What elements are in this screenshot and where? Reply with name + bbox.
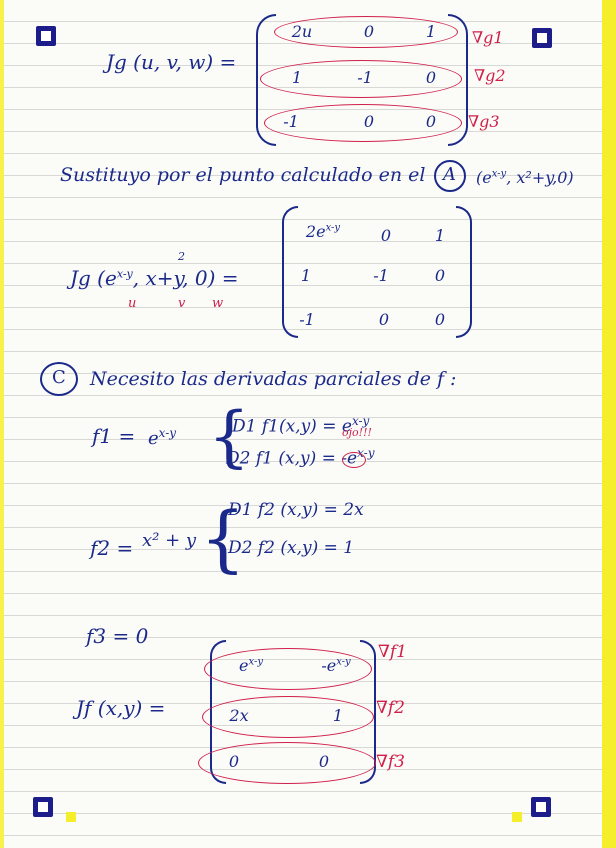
- matrix-cell: 0: [378, 310, 390, 329]
- matrix-cell: 2x: [229, 706, 249, 725]
- circled-a-letter: A: [443, 164, 456, 185]
- grad-label: ∇g1: [472, 28, 504, 47]
- jf-matrix: [210, 640, 376, 784]
- ojo-note: ojo!!!: [342, 426, 372, 439]
- matrix-right-bracket: [456, 206, 472, 338]
- matrix-cell-base: 2e: [305, 222, 326, 241]
- f1-d2-exp: x-y: [357, 446, 375, 460]
- highlight-strip-right: [602, 0, 616, 848]
- corner-marker-bottom-left: [33, 797, 53, 817]
- matrix-cell: 0: [363, 112, 375, 131]
- grad-label: ∇g2: [474, 66, 506, 85]
- jg-substituted-lhs: [70, 266, 239, 290]
- circled-c: [40, 362, 78, 396]
- jg-substituted-matrix: [282, 206, 472, 336]
- matrix-cell-exp: x-y: [248, 656, 263, 668]
- matrix-cell: 0: [380, 226, 392, 245]
- matrix-cell: 1: [434, 226, 446, 245]
- f1-base: e: [148, 428, 159, 449]
- point-exp: x-y: [491, 168, 507, 180]
- yellow-dot: [512, 812, 522, 822]
- yellow-dot: [66, 812, 76, 822]
- grad-label: ∇f1: [378, 642, 407, 662]
- matrix-cell: 1: [291, 68, 303, 87]
- corner-marker-top-right: [532, 28, 552, 48]
- f2-d1: D1 f2 (x,y) = 2x: [228, 500, 364, 520]
- corner-marker-bottom-right: [531, 797, 551, 817]
- matrix-cell: 1: [300, 266, 312, 285]
- matrix-cell: 2u: [291, 22, 313, 41]
- section-c-heading: Necesito las derivadas parciales de f :: [90, 368, 457, 390]
- f1-d2-text: D2 f1 (x,y) = -e: [226, 448, 358, 469]
- jg-sub-start: Jg (: [70, 266, 105, 290]
- grad-label: ∇f2: [376, 698, 405, 718]
- matrix-cell: -1: [373, 266, 389, 285]
- under-label-w: w: [212, 296, 224, 311]
- f2-brace: {: [200, 496, 246, 580]
- point-expression: [476, 168, 574, 187]
- f2-expression: x² + y: [142, 530, 197, 551]
- matrix-cell-base: e: [239, 656, 249, 675]
- matrix-cell: 0: [425, 68, 437, 87]
- under-label-u: u: [128, 296, 137, 311]
- corner-marker-top-left: [36, 26, 56, 46]
- under-label-v: v: [178, 296, 186, 311]
- grad-label: ∇f3: [376, 752, 405, 772]
- f1-exp: x-y: [158, 426, 177, 440]
- matrix-cell: [306, 656, 366, 675]
- jg-sub-e: e: [104, 266, 117, 290]
- f1-d1-text: D1 f1(x,y) = e: [232, 416, 352, 437]
- matrix-cell-base: -e: [321, 656, 337, 675]
- highlight-strip-left: [0, 0, 4, 848]
- f1-d1-exp: x-y: [351, 414, 370, 428]
- jf-lhs: Jf (x,y) =: [76, 696, 166, 720]
- jg-sub-exp: x-y: [116, 267, 133, 281]
- matrix-cell: -1: [299, 310, 315, 329]
- matrix-cell: 0: [363, 22, 375, 41]
- matrix-cell: 1: [332, 706, 344, 725]
- grad-label: ∇g3: [468, 112, 500, 131]
- jg-lhs: Jg (u, v, w) =: [106, 50, 237, 74]
- matrix-cell-exp: x-y: [336, 656, 351, 668]
- jg-sub-sup2: 2: [178, 250, 185, 263]
- sustituyo-text: Sustituyo por el punto calculado en el: [60, 164, 426, 186]
- circled-a: [434, 160, 466, 192]
- f1-brace: {: [208, 398, 250, 475]
- matrix-cell: [298, 222, 348, 241]
- f3-line: f3 = 0: [86, 624, 149, 648]
- matrix-cell: [226, 656, 276, 675]
- minus-sign-circle: [342, 452, 366, 468]
- jg-matrix: [256, 14, 468, 144]
- f2-d2: D2 f2 (x,y) = 1: [228, 538, 355, 558]
- point-base: (e: [476, 168, 492, 187]
- matrix-cell-exp: x-y: [325, 222, 341, 234]
- f1-label: f1 =: [92, 424, 136, 448]
- matrix-cell: 0: [425, 112, 437, 131]
- matrix-cell: 1: [425, 22, 437, 41]
- matrix-cell: 0: [434, 310, 446, 329]
- matrix-cell: -1: [283, 112, 299, 131]
- circled-c-letter: C: [52, 367, 66, 388]
- f2-label: f2 =: [90, 536, 134, 560]
- f1-expression: [148, 426, 176, 449]
- matrix-cell: 0: [228, 752, 240, 771]
- matrix-cell: 0: [434, 266, 446, 285]
- jg-sub-mid: , x+y, 0) =: [132, 266, 239, 290]
- point-rest: , x²+y,0): [506, 168, 574, 187]
- matrix-cell: -1: [357, 68, 373, 87]
- matrix-cell: 0: [318, 752, 330, 771]
